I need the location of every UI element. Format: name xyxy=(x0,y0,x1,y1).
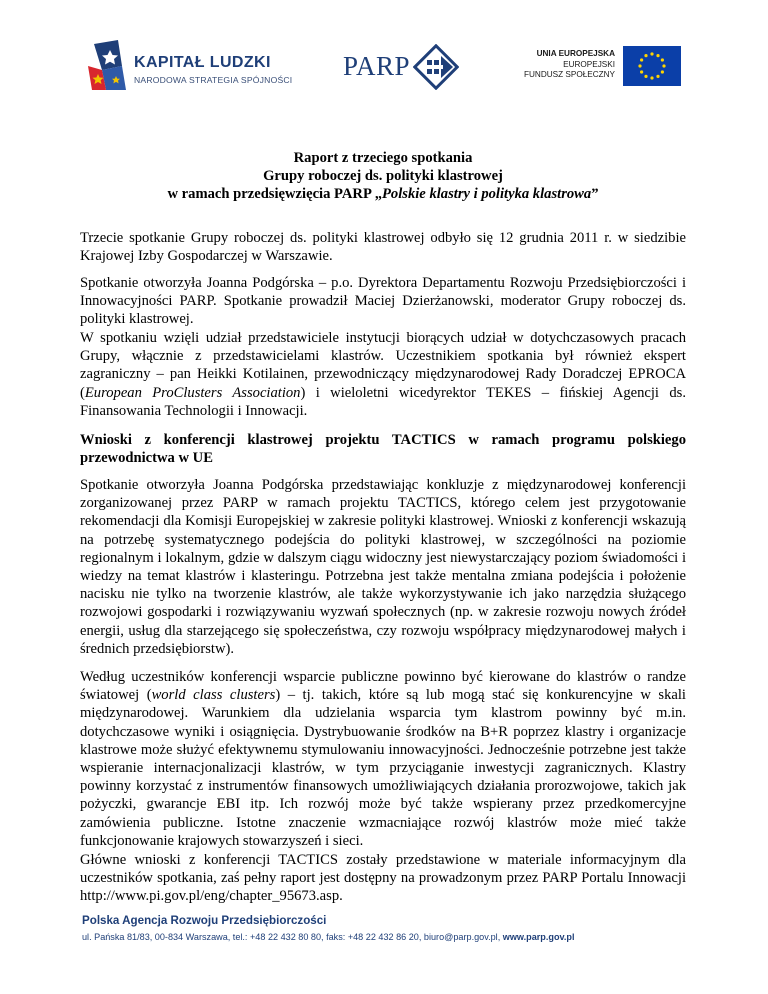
paragraph-5-world-class: world class clusters xyxy=(151,687,276,704)
paragraph-6-block xyxy=(80,851,686,906)
paragraph-2-block xyxy=(80,274,686,329)
paragraph-3-block xyxy=(80,329,686,420)
paragraph-5-part-a: Według uczestników konferencji wsparcie publiczne powinno być kierowane do klastrów o randze światowej ( xyxy=(80,669,686,704)
page-footer xyxy=(82,914,575,942)
eu-star xyxy=(662,64,665,67)
eu-fund-label xyxy=(524,49,615,81)
paragraph-3-association: European ProClusters Association xyxy=(84,384,301,401)
eu-star xyxy=(661,58,664,61)
paragraph-4: Spotkanie otworzyła Joanna Podgórska przedstawiając konkluzje z międzynarodowej konferencji zorganizowanej przez PARP w ramach projektu TACTICS, którego celem jest przygotowanie rekomendacji dla Komisji Europejskiej w zakresie polityki klastrowej. Wnioski z konferencji wskazują na potrzebę systematycznego podejścia do polityki klastrowej, w szczególności na poziomie regionalnym i lokalnym, gdzie w dalszym ciągu widoczny jest niewystarczający poziom świadomości i wiedzy na temat klastrów i klasteringu. Potrzebna jest także mentalna zmiana podejścia i położenie nacisku nie tylko na tworzenie klastrów, ale także wykorzystywanie ich jako narzędzia służącego rozwojowi gospodarki i rozwiązywaniu wyzwań społecznych (np. w zakresie rozwoju nowych źródeł energii, usług dla starzejącego się społeczeństwa, czy rozwoju współpracy międzynarodowej małych i średnich przedsiębiorstw). xyxy=(80,477,686,657)
eu-star xyxy=(640,70,643,73)
parp-logo-text: PARP xyxy=(343,51,411,81)
paragraph-6: Główne wnioski z konferencji TACTICS zostały przedstawione w materiale informacyjnym dla uczestników spotkania, zaś pełny raport jest dostępny na prowadzonym przez PARP Portalu Innowacji http://www.pi.gov.pl/eng/chapter_95673.asp. xyxy=(80,852,686,905)
section-heading-block xyxy=(80,431,686,467)
paragraph-1-block xyxy=(80,229,686,265)
paragraph-4-block xyxy=(80,476,686,658)
title-program-name: Polskie klastry i polityka klastrowa xyxy=(382,186,592,203)
report-title xyxy=(80,149,686,204)
eu-star xyxy=(650,52,653,55)
title-line-1: Raport z trzeciego spotkania xyxy=(293,150,473,166)
eu-star xyxy=(640,58,643,61)
paragraph-1: Trzecie spotkanie Grupy roboczej ds. polityki klastrowej odbyło się 12 grudnia 2011 r. w siedzibie Krajowej Izby Gospodarczej w Warszawie. xyxy=(80,230,686,265)
paragraph-5-block xyxy=(80,668,686,850)
eu-star xyxy=(661,70,664,73)
footer-website: www.parp.gov.pl xyxy=(502,932,575,942)
eu-star xyxy=(656,75,659,78)
eu-flag-icon xyxy=(623,46,681,86)
section-heading: Wnioski z konferencji klastrowej projektu TACTICS w ramach programu polskiego przewodnictwa w UE xyxy=(80,432,686,467)
eu-line-3: FUNDUSZ SPOŁECZNY xyxy=(524,70,615,79)
paragraph-2: Spotkanie otworzyła Joanna Podgórska – p.o. Dyrektora Departamentu Rozwoju Przedsiębiorczości i Innowacyjności PARP. Spotkanie prowadził Maciej Dzierżanowski, moderator Grupy roboczej ds. polityki klastrowej. xyxy=(80,275,686,328)
paragraph-3-part-b: ) i wieloletni wicedyrektor TEKES – fińskiej Agencji ds. Finansowania Technologii i Innowacji. xyxy=(80,384,686,419)
title-line-3-suffix: ” xyxy=(591,186,599,203)
eu-star xyxy=(644,75,647,78)
parp-logo-icon xyxy=(413,44,459,90)
eu-star xyxy=(644,54,647,57)
eu-line-2: EUROPEJSKI xyxy=(563,59,615,69)
paragraph-5 xyxy=(80,668,686,850)
footer-address xyxy=(82,932,575,942)
paragraph-3-part-a: W spotkaniu wzięli udział przedstawiciele instytucji biorących udział w dotychczasowych pracach Grupy, włącznie z przedstawicielami klastrów. Uczestnikiem spotkania był również ekspert zagraniczny – pan Heikki Kotilainen, przewodniczący międzynarodowej Rady Doradczej EPROCA ( xyxy=(80,330,686,401)
title-line-3-prefix: w ramach przedsięwzięcia PARP „ xyxy=(167,186,383,203)
kapital-ludzki-title: KAPITAŁ LUDZKI xyxy=(134,54,271,71)
footer-org-name: Polska Agencja Rozwoju Przedsiębiorczości xyxy=(82,914,327,927)
eu-line-1: UNIA EUROPEJSKA xyxy=(536,49,615,58)
kapital-ludzki-subtitle: NARODOWA STRATEGIA SPÓJNOŚCI xyxy=(134,75,293,85)
paragraph-5-part-b: ) – tj. takich, które są lub mogą stać się konkurencyjne w skali międzynarodowej. Warunkiem dla udzielania wsparcia tym klastrom powinny być m.in. dotychczasowe wyniki i osiągnięcia. Dystrybuowanie środków na B+R poprzez klastry i organizacje klastrowe może służyć efektywnemu stymulowaniu innowacyjności. Jednocześnie potrzebne jest także wspieranie internacjonalizacji klastrów, w tym przyciąganie inwestycji zagranicznych. Klastry powinny korzystać z instrumentów finansowych umożliwiających działania prorozwojowe, takich jak pożyczki, gwarancje EBI itp. Ich rozwój może być także wspierany przez przedkomercyjne zamówienia publiczne. Istotne znaczenie wzmacniające rozwój klastrów może mieć także funkcjonowanie krajowych stowarzyszeń i sieci. xyxy=(80,687,686,849)
eu-star xyxy=(638,64,641,67)
title-line-3 xyxy=(80,185,686,203)
eu-star xyxy=(650,76,653,79)
page-header xyxy=(0,0,768,110)
paragraph-3 xyxy=(80,329,686,420)
footer-address-text: ul. Pańska 81/83, 00-834 Warszawa, tel.: +48 22 432 80 80, faks: +48 22 432 86 20, biuro@parp.gov.pl, xyxy=(82,932,503,942)
title-line-2: Grupy roboczej ds. polityki klastrowej xyxy=(263,168,503,185)
eu-star xyxy=(656,54,659,57)
